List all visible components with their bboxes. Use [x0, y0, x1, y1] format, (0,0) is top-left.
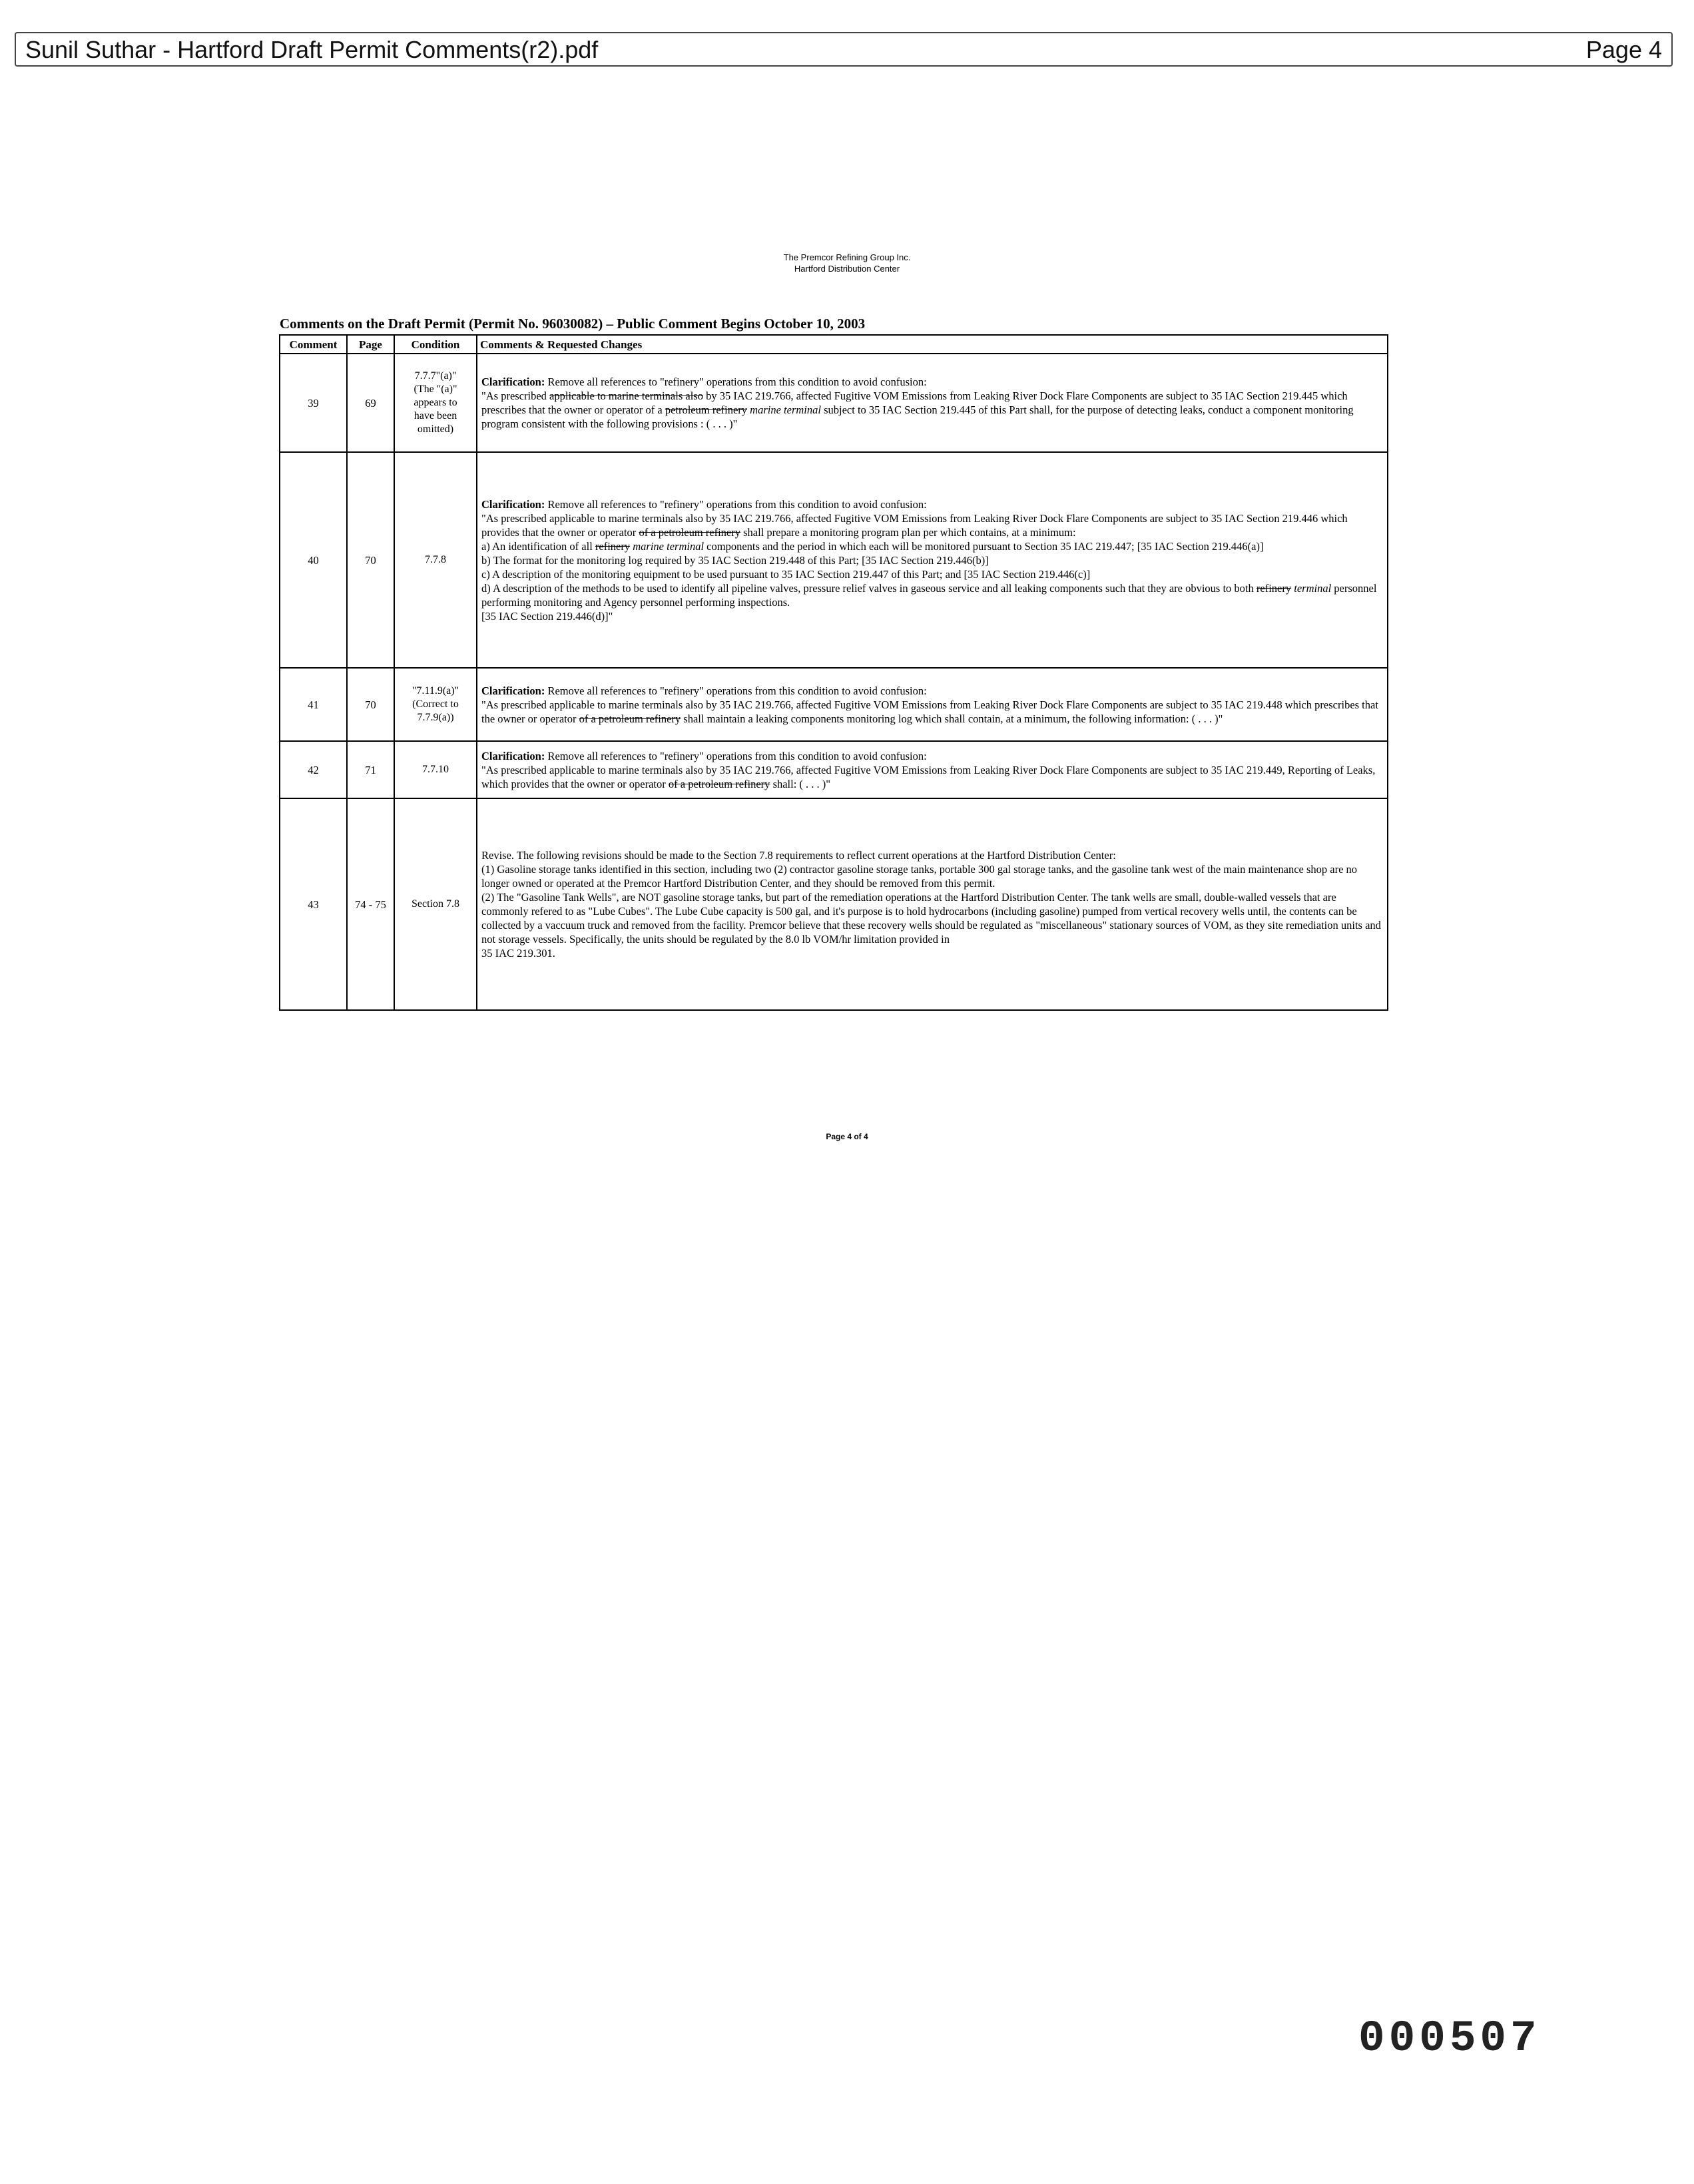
table-row [280, 668, 1388, 741]
struck-text: of a petroleum refinery [579, 712, 681, 725]
clarification-label: Clarification: [481, 749, 545, 762]
list-item-b: b) The format for the monitoring log required by 35 IAC Section 219.448 of this Part; [35 IAC Section 219.446(b)] [481, 553, 989, 567]
page-footer: Page 4 of 4 [826, 1132, 868, 1141]
comment-number: 40 [280, 452, 347, 668]
inserted-text: marine terminal [750, 404, 821, 416]
column-header-condition: Condition [394, 335, 477, 354]
clarification-text: Remove all references to "refinery" operations from this condition to avoid confusion: [547, 749, 927, 762]
quoted-text: "As prescribed [481, 390, 547, 402]
clarification-line [481, 497, 1383, 511]
condition-cell [394, 798, 477, 1010]
revision-item-2: (2) The "Gasoline Tank Wells", are NOT gasoline storage tanks, but part of the remediation operations at the Hartford Distribution Center. The tank wells are small, double-walled vessels that are commonly refered to as "Lube Cubes". The Lube Cube capacity is 500 gal, and it's purpose is to hold hydrocarbons (including gasoline) pumped from vertical recovery wells until, the contents can be collected by a vaccuum truck and removed from the facility. Premcor believe that these recovery wells should be regulated as "miscellaneous" stationary sources of VOM, as they site remediation units and not storage vessels. Specifically, the units should be regulated by the 8.0 lb VOM/hr limitation provided in [481, 891, 1381, 946]
comment-text-cell [477, 668, 1388, 741]
condition-line: "7.11.9(a)" [412, 685, 459, 696]
quoted-paragraph [481, 511, 1383, 539]
quoted-text: "As prescribed applicable to marine terminals also by 35 IAC 219.766, affected Fugitive VOM Emissions from Leaking River Dock Flare Components are subject to 35 IAC 219.448 which prescribes that the owner or operator [481, 698, 1378, 725]
clarification-text: Remove all references to "refinery" operations from this condition to avoid confusion: [547, 376, 927, 388]
condition-line: (Correct to [412, 698, 459, 710]
quoted-text: "As prescribed applicable to marine terminals also by 35 IAC 219.766, affected Fugitive VOM Emissions from Leaking River Dock Flare Components are subject to 35 IAC 219.449, Reporting of Leaks, which provides that the owner or operator [481, 763, 1376, 790]
clarification-label: Clarification: [481, 376, 545, 388]
condition-cell [394, 668, 477, 741]
list-item-d [481, 581, 1383, 609]
condition-cell [394, 741, 477, 798]
revision-item-1: (1) Gasoline storage tanks identified in this section, including two (2) contractor gasoline storage tanks, portable 300 gal storage tanks, and the gasoline tank west of the main maintenance shop are no longer owned or operated at the Premcor Hartford Distribution Center, and they should be removed from this permit. [481, 863, 1358, 890]
comment-text-cell [477, 798, 1388, 1010]
struck-text: applicable to marine terminals also [549, 390, 703, 402]
table-row [280, 452, 1388, 668]
condition-line: omitted) [417, 423, 454, 435]
clarification-line [481, 749, 1383, 763]
clarification-text: Remove all references to "refinery" operations from this condition to avoid confusion: [547, 684, 927, 697]
page-indicator: Page 4 [1585, 36, 1662, 63]
condition-line: Section 7.8 [412, 898, 459, 910]
clarification-label: Clarification: [481, 497, 545, 511]
clarification-text: Remove all references to "refinery" operations from this condition to avoid confusion: [547, 497, 927, 511]
condition-line: 7.7.8 [425, 554, 446, 565]
condition-line: 7.7.7"(a)" [414, 370, 457, 382]
comment-number: 39 [280, 354, 347, 452]
facility-name: Hartford Distribution Center [794, 264, 900, 274]
inserted-text: terminal [1294, 581, 1332, 595]
revise-intro: Revise. The following revisions should be made to the Section 7.8 requirements to reflect current operations at the Hartford Distribution Center: [481, 849, 1116, 862]
clarification-label: Clarification: [481, 684, 545, 697]
list-text: personnel performing monitoring and Agency personnel performing inspections. [481, 581, 1377, 609]
page-number: 70 [347, 668, 394, 741]
comment-text-cell [477, 452, 1388, 668]
condition-line: (The "(a)" [414, 384, 457, 395]
table-caption: Comments on the Draft Permit (Permit No. 96030082) – Public Comment Begins October 10, 2003 [280, 316, 866, 332]
page-number: 70 [347, 452, 394, 668]
company-name: The Premcor Refining Group Inc. [783, 252, 911, 262]
page-number: 71 [347, 741, 394, 798]
table-header-row [280, 335, 1388, 354]
column-header-comment: Comment [280, 335, 347, 354]
column-header-changes: Comments & Requested Changes [477, 335, 1388, 354]
document-title: Sunil Suthar - Hartford Draft Permit Comments(r2).pdf [25, 36, 599, 63]
table-row [280, 354, 1388, 452]
quoted-text: shall maintain a leaking components monitoring log which shall contain, at a minimum, the following information: ( . . . )" [683, 712, 1223, 725]
list-text: components and the period in which each will be monitored pursuant to Section 35 IAC 219.447; [35 IAC Section 219.446(a)] [706, 539, 1264, 553]
quoted-text: shall: ( . . . )" [772, 777, 831, 790]
condition-line: have been [414, 410, 457, 421]
list-item-a [481, 539, 1383, 553]
condition-line: appears to [414, 397, 457, 408]
condition-line: 7.7.10 [422, 764, 449, 775]
list-item-c: c) A description of the monitoring equipment to be used pursuant to 35 IAC Section 219.447 of this Part; and [35 IAC Section 219.446(c)] [481, 567, 1091, 581]
quoted-text: shall prepare a monitoring program plan per which contains, at a minimum: [743, 525, 1076, 539]
page-number: 69 [347, 354, 394, 452]
comment-number: 43 [280, 798, 347, 1010]
struck-text: refinery [595, 539, 631, 553]
clarification-line [481, 684, 1383, 698]
struck-text: of a petroleum refinery [639, 525, 740, 539]
quoted-text: "As prescribed applicable to marine terminals also by 35 IAC 219.766, affected Fugitive VOM Emissions from Leaking River Dock Flare Components are subject to 35 IAC Section 219.446 which provides that the owner or operator [481, 511, 1348, 539]
inserted-text: marine terminal [633, 539, 705, 553]
document-title-bar [15, 32, 1673, 67]
list-text: d) A description of the methods to be used to identify all pipeline valves, pressure relief valves in gaseous service and all leaking components such that they are obvious to both [481, 581, 1254, 595]
struck-text: of a petroleum refinery [668, 777, 770, 790]
document-stamp-number: 000507 [1358, 2014, 1541, 2063]
comment-number: 41 [280, 668, 347, 741]
quoted-text: subject to 35 IAC Section 219.445 of this Part shall, for the purpose of detecting leaks, conduct a component monitoring program consistent with the following provisions : ( . . . )" [481, 404, 1354, 430]
company-heading [0, 252, 1694, 274]
comment-number: 42 [280, 741, 347, 798]
condition-cell [394, 354, 477, 452]
comment-text-cell [477, 741, 1388, 798]
column-header-page: Page [347, 335, 394, 354]
struck-text: refinery [1256, 581, 1292, 595]
citation: [35 IAC Section 219.446(d)]" [481, 609, 613, 623]
list-text: a) An identification of all [481, 539, 593, 553]
condition-line: 7.7.9(a)) [417, 712, 454, 723]
clarification-line [481, 375, 1383, 389]
quoted-text: by 35 IAC 219.766, affected Fugitive VOM Emissions from Leaking River Dock Flare Components are subject to 35 IAC Section 219.445 which prescribes that the owner or operator of a [481, 390, 1348, 416]
page-number: 74 - 75 [347, 798, 394, 1010]
condition-cell [394, 452, 477, 668]
table-row [280, 798, 1388, 1010]
comment-text-cell [477, 354, 1388, 452]
revision-citation: 35 IAC 219.301. [481, 947, 555, 959]
comments-table [279, 334, 1388, 1011]
struck-text: petroleum refinery [665, 404, 748, 416]
table-row [280, 741, 1388, 798]
